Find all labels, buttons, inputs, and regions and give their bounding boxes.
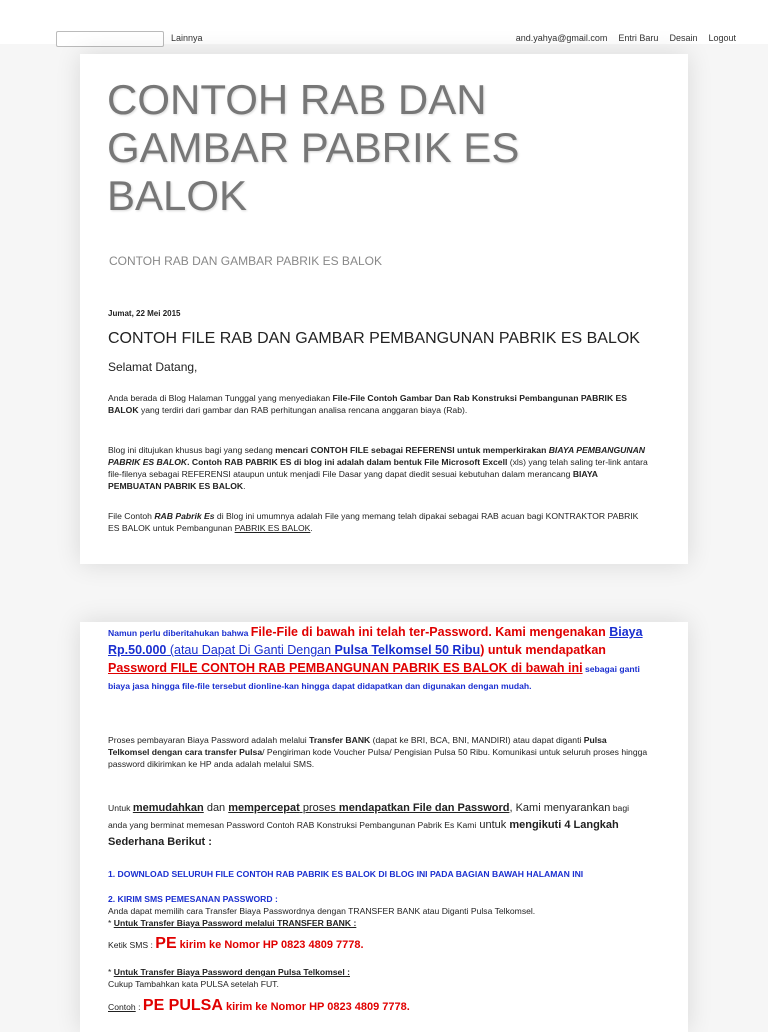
paragraph-steps-intro: Untuk memudahkan dan mempercepat proses mendapatkan File dan Password, Kami menyarankan bagi anda yang berminat memesan Password Contoh RAB Konstruksi Pembangunan Pabrik Es Kami untuk mengikuti 4 Langkah Sederhana Berikut :	[108, 802, 630, 848]
logout-link[interactable]: Logout	[708, 33, 736, 43]
paragraph-purpose: Blog ini ditujukan khusus bagi yang sedang mencari CONTOH FILE sebagai REFERENSI untuk memperkirakan BIAYA PEMBANGUNAN PABRIK ES BALOK. Contoh RAB PABRIK ES di blog ini adalah dalam bentuk File Microsoft Excell (xls) yang telah saling ter-link antara file-filenya sebagai REFERENSI ataupun untuk menjadi File Dasar yang dapat diedit sesuai kebutuhan dalam merancang BIAYA PEMBUATAN PABRIK ES BALOK.	[108, 445, 648, 491]
blog-description: CONTOH RAB DAN GAMBAR PABRIK ES BALOK	[109, 254, 382, 268]
password-link[interactable]: Password FILE CONTOH RAB PEMBANGUNAN PABRIK ES BALOK di bawah ini	[108, 661, 583, 675]
pulsa-link[interactable]: Pulsa Telkomsel 50 Ribu	[334, 643, 481, 657]
account-email[interactable]: and.yahya@gmail.com	[515, 33, 608, 43]
more-link[interactable]: Lainnya	[171, 33, 203, 43]
step-2-description: Anda dapat memilih cara Transfer Biaya Passwordnya dengan TRANSFER BANK atau Diganti Pulsa Telkomsel.	[108, 906, 536, 916]
sms-instruction-bank: Ketik SMS : PE kirim ke Nomor HP 0823 4809 7778.	[108, 935, 364, 952]
sms-instruction-pulsa: Contoh : PE PULSA kirim ke Nomor HP 0823 4809 7778.	[108, 997, 410, 1014]
paragraph-payment: Proses pembayaran Biaya Password adalah melalui Transfer BANK (dapat ke BRI, BCA, BNI, MANDIRI) atau dapat diganti Pulsa Telkomsel dengan cara transfer Pulsa/ Pengiriman kode Voucher Pulsa/ Pengisian Pulsa 50 Ribu. Komunikasi untuk seluruh proses hingga password dikirimkan ke HP anda adalah melalui SMS.	[108, 735, 648, 769]
password-notice: Namun perlu diberitahukan bahwa File-File di bawah ini telah ter-Password. Kami mengenakan Biaya Rp.50.000 (atau Dapat Di Ganti Dengan Pulsa Telkomsel 50 Ribu) untuk mendapatkan Password FILE CONTOH RAB PEMBANGUNAN PABRIK ES BALOK di bawah ini sebagai ganti biaya jasa hingga file-file tersebut dionline-kan hingga dapat didapatkan dan digunakan dengan mudah.	[108, 625, 643, 691]
step-2-heading: 2. KIRIM SMS PEMESANAN PASSWORD :	[108, 894, 278, 904]
pabrik-es-link[interactable]: PABRIK ES BALOK	[234, 523, 311, 533]
new-entry-link[interactable]: Entri Baru	[618, 33, 659, 43]
pulsa-instruction: Cukup Tambahkan kata PULSA setelah FUT.	[108, 979, 279, 989]
top-navbar	[0, 0, 768, 44]
pulsa-transfer-label: * Untuk Transfer Biaya Password dengan Pulsa Telkomsel :	[108, 967, 350, 977]
post-title[interactable]: CONTOH FILE RAB DAN GAMBAR PEMBANGUNAN PABRIK ES BALOK	[108, 330, 640, 347]
step-1: 1. DOWNLOAD SELURUH FILE CONTOH RAB PABRIK ES BALOK DI BLOG INI PADA BAGIAN BAWAH HALAMAN INI	[108, 869, 584, 879]
post-date: Jumat, 22 Mei 2015	[108, 309, 181, 318]
bank-transfer-label: * Untuk Transfer Biaya Password melalui TRANSFER BANK :	[108, 918, 357, 928]
paragraph-reference: File Contoh RAB Pabrik Es di Blog ini umumnya adalah File yang memang telah dipakai sebagai RAB acuan bagi KONTRAKTOR PABRIK ES BALOK untuk Pembangunan PABRIK ES BALOK.	[108, 511, 639, 533]
paragraph-intro: Anda berada di Blog Halaman Tunggal yang menyediakan File-File Contoh Gambar Dan Rab Konstruksi Pembangunan PABRIK ES BALOK yang terdiri dari gambar dan RAB perhitungan analisa rencana anggaran biaya (Rab).	[108, 393, 627, 415]
search-input[interactable]	[56, 31, 164, 47]
account-links	[516, 33, 736, 43]
blog-title[interactable]: CONTOH RAB DAN GAMBAR PABRIK ES BALOK	[107, 76, 520, 219]
price-link[interactable]: Biaya Rp.50.000	[108, 625, 643, 657]
design-link[interactable]: Desain	[669, 33, 698, 43]
greeting: Selamat Datang,	[108, 360, 198, 374]
